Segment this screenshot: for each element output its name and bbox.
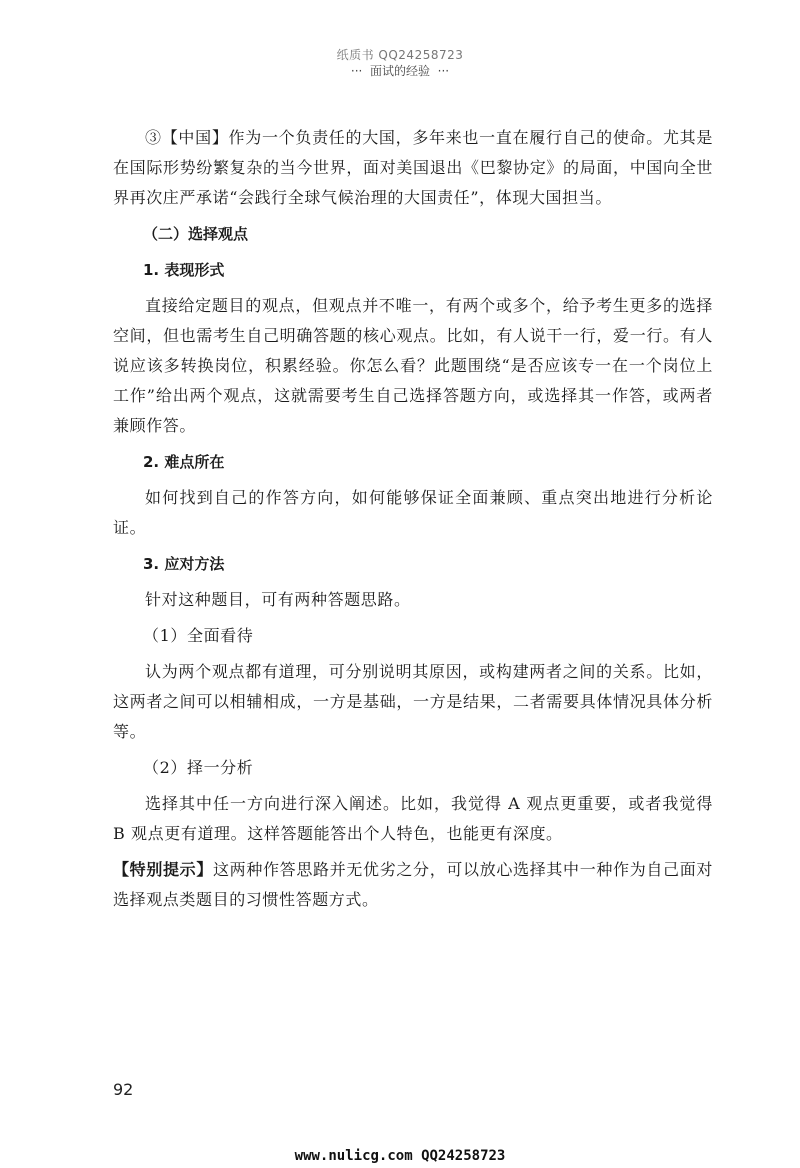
section-title: （二）选择观点 xyxy=(143,225,249,243)
special-tip-label: 【特别提示】 xyxy=(113,860,214,879)
top-watermark: 纸质书 QQ24258723 xyxy=(336,48,464,62)
heading-form: 1. 表现形式 xyxy=(143,261,225,279)
subheading-choose-one: （2）择一分析 xyxy=(143,758,254,777)
paragraph-method: 针对这种题目，可有两种答题思路。 xyxy=(145,590,411,609)
special-tip-text: 这两种作答思路并无优劣之分，可以放心选择其中一种作为自己面对选择观点类题目的习惯性答题方式。 xyxy=(113,860,713,909)
paragraph-china-role: ③【中国】作为一个负责任的大国，多年来也一直在履行自己的使命。尤其是在国际形势纷繁复杂的当今世界，面对美国退出《巴黎协定》的局面，中国向全世界再次庄严承诺“会践行全球气候治理的大国责任”，体现大国担当。 xyxy=(113,128,713,207)
running-header: ··· 面试的经验 ··· xyxy=(350,64,450,78)
page-content xyxy=(113,123,713,921)
subheading-comprehensive: （1）全面看待 xyxy=(143,626,254,645)
paragraph-difficulty: 如何找到自己的作答方向，如何能够保证全面兼顾、重点突出地进行分析论证。 xyxy=(113,488,713,537)
page-number: 92 xyxy=(113,1080,134,1099)
heading-difficulty: 2. 难点所在 xyxy=(143,453,225,471)
paragraph-comprehensive: 认为两个观点都有道理，可分别说明其原因，或构建两者之间的关系。比如，这两者之间可以相辅相成，一方是基础，一方是结果，二者需要具体情况具体分析等。 xyxy=(113,662,713,741)
bottom-watermark: www.nulicg.com QQ24258723 xyxy=(294,1148,506,1164)
special-tip xyxy=(113,855,713,915)
heading-method: 3. 应对方法 xyxy=(143,555,225,573)
paragraph-choose-one: 选择其中任一方向进行深入阐述。比如，我觉得 A 观点更重要，或者我觉得 B 观点更有道理。这样答题能答出个人特色，也能更有深度。 xyxy=(113,794,713,843)
paragraph-form: 直接给定题目的观点，但观点并不唯一，有两个或多个，给予考生更多的选择空间，但也需考生自己明确答题的核心观点。比如，有人说干一行，爱一行。有人说应该多转换岗位，积累经验。你怎么看？此题围绕“是否应该专一在一个岗位上工作”给出两个观点，这就需要考生自己选择答题方向，或选择其一作答，或两者兼顾作答。 xyxy=(113,296,713,435)
